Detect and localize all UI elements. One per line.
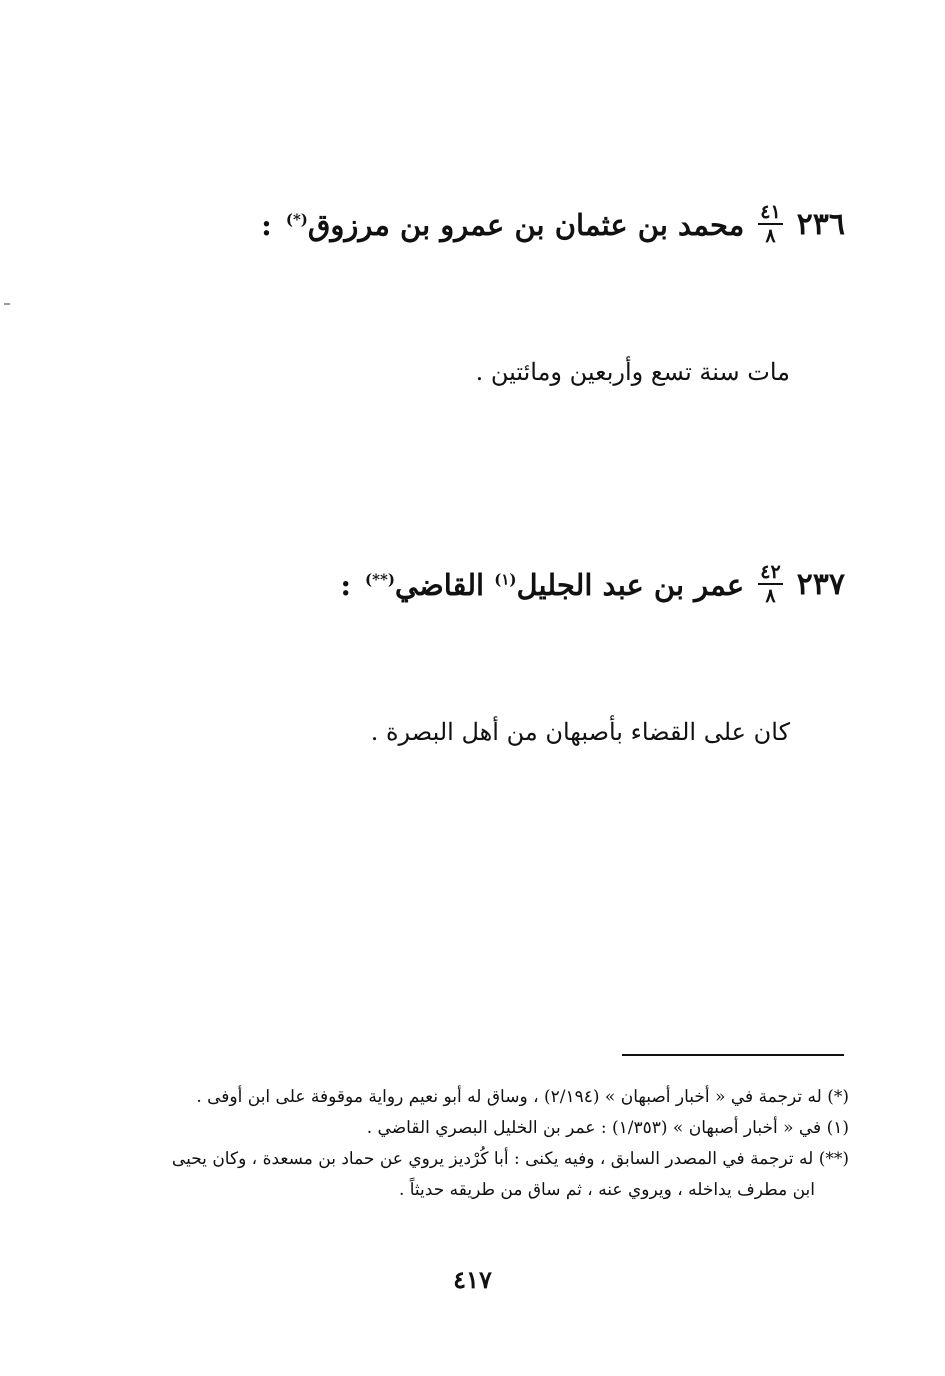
fraction-denominator: ٨	[765, 585, 776, 607]
entry-236-body: مات سنة تسع وأربعين ومائتين .	[475, 358, 790, 386]
footnote-mark: (**)	[365, 569, 395, 588]
footnote-1: (١) في « أخبار أصبهان » (١/٣٥٣) : عمر بن الخليل البصري القاضي .	[366, 1118, 849, 1138]
fraction-numerator: ٤١	[760, 201, 781, 223]
footnote-double-star: (**) له ترجمة في المصدر السابق ، وفيه يكنى : أبا كُرْديز يروي عن حماد بن مسعدة ، وكان يحيى	[171, 1149, 849, 1169]
entry-236-heading	[261, 203, 845, 246]
heading-colon: :	[340, 567, 352, 602]
footnote-double-star-continued: ابن مطرف يداخله ، ويروي عنه ، ثم ساق من طريقه حديثاً .	[398, 1180, 815, 1200]
heading-colon: :	[261, 207, 272, 242]
footnote-star: (*) له ترجمة في « أخبار أصبهان » (٢/١٩٤) ، وساق له أبو نعيم رواية موقوفة على ابن أوفى .	[196, 1087, 849, 1107]
entry-number: ٢٣٦	[796, 207, 845, 242]
entry-name: محمد بن عثمان بن عمرو بن مرزوق	[307, 207, 745, 242]
entry-name-group	[286, 208, 744, 242]
entry-name-part2: القاضي	[394, 567, 485, 602]
entry-fraction	[758, 203, 782, 246]
entry-237-heading	[340, 563, 845, 606]
page-number: ٤١٧	[453, 1265, 492, 1294]
entry-number: ٢٣٧	[796, 567, 845, 602]
fraction-numerator: ٤٢	[760, 561, 781, 583]
fraction-denominator: ٨	[765, 225, 776, 247]
scan-edge-mark	[4, 303, 10, 305]
footnote-separator	[622, 1054, 844, 1056]
footnote-mark: (*)	[285, 209, 308, 228]
entry-fraction	[758, 563, 782, 606]
entry-name-part1: عمر بن عبد الجليل	[516, 567, 745, 602]
footnotes	[129, 1082, 849, 1206]
note-reference: (١)	[494, 569, 517, 588]
entry-name-group	[365, 568, 744, 602]
entry-237-body: كان على القضاء بأصبهان من أهل البصرة .	[370, 718, 790, 746]
